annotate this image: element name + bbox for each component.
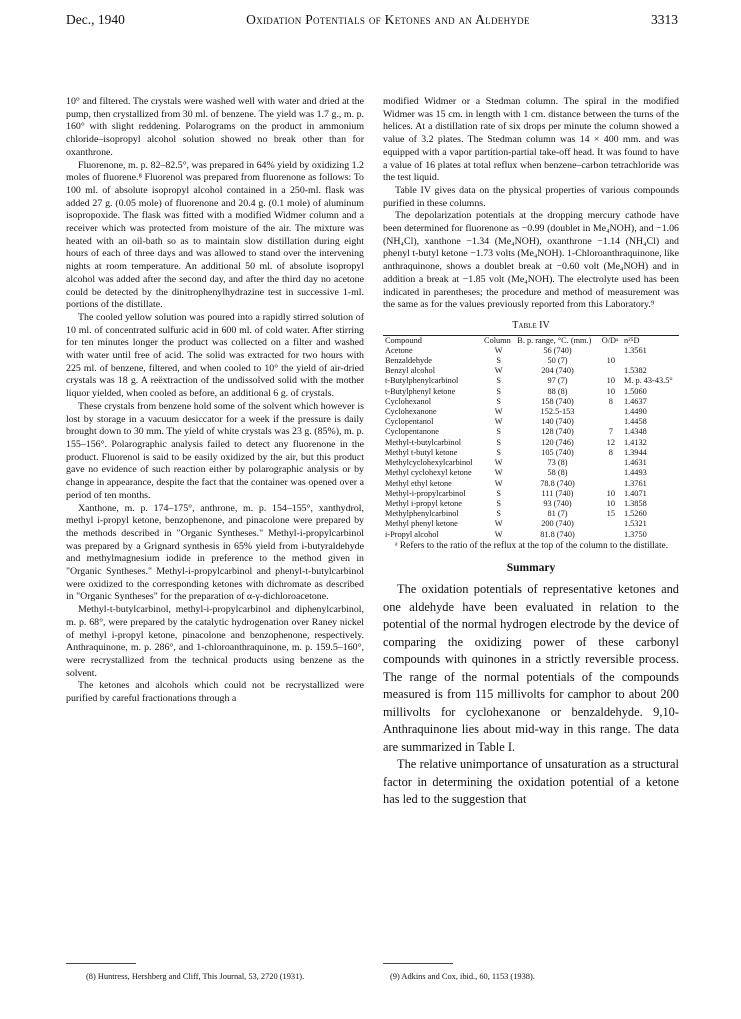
table-row [383, 356, 679, 366]
table-cell-bp: 200 (740) [541, 519, 574, 529]
header-title: Oxidation Potentials of Ketones and an Aldehyde [246, 12, 530, 27]
table-cell-bp: 105 (740) [541, 447, 574, 457]
paragraph: Table IV gives data on the physical properties of various compounds purified in these columns. [383, 184, 679, 209]
table-row [383, 438, 679, 448]
table-cell-compound: Methyl-i-propylcarbinol [385, 488, 466, 498]
table-cell-column: W [494, 529, 503, 539]
table-row [383, 479, 679, 489]
summary-section [383, 581, 679, 809]
table-cell-od: 15 [606, 509, 615, 519]
table-cell-od [600, 519, 622, 529]
table-row [383, 417, 679, 427]
table-cell-bp: 88 (8) [547, 386, 568, 396]
table-cell-compound: Methylphenylcarbinol [385, 509, 459, 519]
table-cell-column: W [494, 468, 503, 478]
table-body [383, 346, 679, 540]
table-cell-column: W [494, 458, 503, 468]
footnote-rule [383, 963, 453, 964]
table-cell-bp: 140 (740) [541, 417, 574, 427]
col-header-od: O/Dᵃ [600, 335, 622, 346]
table-cell-compound: Cyclohexanone [385, 407, 437, 417]
table-cell-column: W [494, 417, 503, 427]
table-cell-column: W [494, 407, 503, 417]
table-cell-nd: 1.5321 [623, 519, 647, 529]
table-cell-bp: 152.5-153 [540, 407, 575, 417]
table-cell-bp: 111 (740) [541, 488, 574, 498]
table-cell-compound: Benzyl alcohol [385, 366, 435, 376]
table-cell-bp: 56 (740) [543, 345, 572, 355]
table-cell-column: S [496, 376, 501, 386]
footnote-9: (9) Adkins and Cox, ibid., 60, 1153 (1938). [390, 972, 535, 981]
table-cell-column: W [494, 345, 503, 355]
table-cell-column: S [496, 396, 501, 406]
table-cell-bp: 93 (740) [543, 498, 572, 508]
summary-paragraph: The oxidation potentials of representative ketones and one aldehyde have been evaluated in relation to the potential of the normal hydrogen electrode by the device of comparing the oxidizing power of these carbonyl compounds with quinones in a strictly reversible process. The range of the normal potentials of the compounds measured is from 115 millivolts for camphor to about 200 millivolts for cyclohexanone or benzaldehyde. 9,10-Anthraquinone lies about mid-way in this range. The data are summarized in Table I. [383, 582, 679, 754]
table-row [383, 468, 679, 478]
table-cell-column: S [496, 356, 501, 366]
paragraph: modified Widmer or a Stedman column. The spiral in the modified Widmer was 15 cm. in length with 1 cm. distance between the turns of the helices. At a distillation rate of six drops per minute the column showed a value of 3.2 plates. The Stedman column was 14 × 400 mm. and was equipped with a vapor partition-partial take-off head. It was found to have a value of 16 plates at total reflux when benzene–carbon tetrachloride was the test liquid. [383, 96, 679, 184]
table-cell-bp: 78.8 (740) [540, 478, 575, 488]
summary-paragraph: The relative unimportance of unsaturation as a structural factor in determining the oxidation potential of a ketone has led to the suggestion that [383, 757, 679, 807]
paragraph: 10° and filtered. The crystals were washed well with water and dried at the pump, then crystallized from 30 ml. of benzene. The yield was 1.7 g., m. p. 160° with slight reddening. Polarograms on the product in ammonium chloride–isopropyl alcohol solution showed no break other than for oxanthrone. [66, 96, 364, 158]
table-row [383, 499, 679, 509]
table-cell-compound: Benzaldehyde [385, 356, 432, 366]
table-cell-nd: 1.5060 [623, 386, 647, 396]
table-cell-nd: 1.5382 [623, 366, 647, 376]
table-cell-column: W [494, 366, 503, 376]
table-cell-compound: Methyl-t-butylcarbinol [385, 437, 462, 447]
table-cell-compound: Methylcyclohexylcarbinol [385, 458, 473, 468]
table-cell-compound: Acetone [385, 345, 413, 355]
table-cell-compound: Methyl t-butyl ketone [385, 447, 458, 457]
col-header-nd: n²⁵D [622, 335, 679, 346]
table-cell-compound: Methyl phenyl ketone [385, 519, 458, 529]
table-cell-od [600, 530, 622, 540]
table-cell-od: 10 [606, 498, 615, 508]
table-cell-compound: i-Propyl alcohol [385, 529, 439, 539]
table-cell-od [600, 346, 622, 356]
paragraph: The ketones and alcohols which could not be recrystallized were purified by careful fractionations through a [66, 680, 364, 705]
table-cell-compound: Methyl i-propyl ketone [385, 498, 462, 508]
table-row [383, 427, 679, 437]
table-cell-od: 7 [608, 427, 613, 437]
table-cell-bp: 73 (8) [547, 458, 568, 468]
table-cell-nd: 1.3750 [623, 529, 647, 539]
table-row [383, 376, 679, 386]
table-cell-compound: Methyl ethyl ketone [385, 478, 452, 488]
table-cell-compound: Cyclopentanol [385, 417, 434, 427]
table-cell-bp: 120 (746) [541, 437, 574, 447]
table-row [383, 509, 679, 519]
summary-heading: Summary [506, 562, 556, 575]
table-row [383, 458, 679, 468]
table-cell-od [600, 366, 622, 376]
table-cell-nd: 1.4348 [623, 427, 647, 437]
table-cell-compound: Methyl cyclohexyl ketone [385, 468, 472, 478]
header-date: Dec., 1940 [66, 12, 125, 27]
table-cell-nd: 1.4490 [623, 407, 647, 417]
paragraph: Fluorenone, m. p. 82–82.5°, was prepared in 64% yield by oxidizing 1.2 moles of fluorene.⁸ Fluorenol was prepared from fluorenone as follows: To 100 ml. of absolute isopropyl alcohol contained in a 250-ml. flask was added 27 g. (0.05 mole) of fluorenone and 20.4 g. (0.1 mole) of aluminum isopropoxide. The flask was fitted with a modified Widmer column and a receiver which was protected from moisture of the air. The mixture was heated with an oil-bath so as to maintain slow distillation during eight hours of each of three days and was allowed to stand over the intervening nights at room temperature. An additional 50 ml. of absolute isopropyl alcohol was added after the second day, and after the third day no acetone could be detected by the dinitrophenylhydrazine test in successive 1-ml. portions of the distillate. [66, 159, 364, 311]
table-cell-nd: 1.4132 [623, 437, 647, 447]
table-cell-od [600, 479, 622, 489]
table-cell-nd: 1.4637 [623, 396, 647, 406]
table-cell-nd: 1.3561 [623, 345, 647, 355]
table-cell-od: 10 [606, 386, 615, 396]
table-cell-nd [622, 356, 679, 366]
table-cell-compound: t-Butylphenyl ketone [385, 386, 456, 396]
table-cell-nd: 1.4493 [623, 468, 647, 478]
table-row [383, 530, 679, 540]
table-footnote: ᵃ Refers to the ratio of the reflux at the top of the column to the distillate. [395, 540, 669, 551]
table-cell-nd: 1.3944 [623, 447, 647, 457]
table-cell-compound: Cyclohexanol [385, 396, 432, 406]
table-cell-od: 8 [608, 447, 613, 457]
table-cell-bp: 81 (7) [547, 509, 568, 519]
table-cell-compound: t-Butylphenylcarbinol [385, 376, 459, 386]
running-header [66, 8, 678, 32]
table-cell-od [600, 458, 622, 468]
table-cell-nd: 1.4631 [623, 458, 647, 468]
table-cell-nd: M. p. 43-43.5° [623, 376, 673, 386]
table-cell-compound: Cyclopentanone [385, 427, 439, 437]
paragraph: Methyl-t-butylcarbinol, methyl-i-propylcarbinol and diphenylcarbinol, m. p. 68°, were prepared by the catalytic hydrogenation over Raney nickel of methyl i-propyl ketone, pinacolone and benzophenone, respectively. Anthraquinone, m. p. 286°, and 1-chloroanthraquinone, m. p. 159.5–160°, were recrystallized from the technical products using benzene as the solvent. [66, 604, 364, 679]
table-cell-od: 12 [606, 437, 615, 447]
table-cell-od: 10 [606, 488, 615, 498]
table-cell-column: S [496, 427, 501, 437]
table-cell-od: 10 [606, 376, 615, 386]
table-row [383, 489, 679, 499]
col-header-compound: Compound [383, 335, 482, 346]
table-cell-column: S [496, 509, 501, 519]
footnote-8: (8) Huntress, Hershberg and Cliff, This Journal, 53, 2720 (1931). [86, 972, 305, 981]
page-number: 3313 [651, 12, 678, 27]
table-cell-column: S [496, 447, 501, 457]
paragraph: Xanthone, m. p. 174–175°, anthrone, m. p. 154–155°, xanthydrol, methyl i-propyl ketone, benzophenone, and pinacolone were prepared by the methods described in "Organic Syntheses." Methyl-i-propylcarbinol was prepared by a Grignard synthesis in 65% yield from i-butyraldehyde and methylmagnesium iodide in preference to the method given in "Organic Syntheses." Methyl-i-propylcarbinol and phenyl-t-butylcarbinol were oxidized to the corresponding ketones with dichromate as described in "Organic Syntheses" for the preparation of α-γ-dichloroacetone. [66, 502, 364, 603]
table-cell-nd: 1.4458 [623, 417, 647, 427]
table-cell-nd: 1.4071 [623, 488, 647, 498]
footnote-rule [66, 963, 136, 964]
table-cell-nd: 1.3858 [623, 498, 647, 508]
paragraph: These crystals from benzene hold some of the solvent which however is lost by storage in a vacuum desiccator for a week if the pressure is daily brought down to 30 mm. The yield of white crystals was 23 g. (85%), m. p. 155–156°. Polarographic analysis failed to detect any fluorenone in the product. Fluorenol is said to be easily oxidized by the air, but this product gave no evidence of such reaction either by polarographic analysis or by change in appearance, despite the fact that the container was opened over a period of ten months. [66, 400, 364, 501]
table-cell-column: S [496, 386, 501, 396]
table-cell-bp: 97 (7) [547, 376, 568, 386]
table-row [383, 366, 679, 376]
table-cell-column: S [496, 498, 501, 508]
table-cell-column: W [494, 478, 503, 488]
table-row [383, 407, 679, 417]
table-row [383, 448, 679, 458]
table-cell-od [600, 468, 622, 478]
table-cell-bp: 204 (740) [541, 366, 574, 376]
table-cell-bp: 128 (740) [541, 427, 574, 437]
table-cell-bp: 81.8 (740) [540, 529, 575, 539]
table-row [383, 519, 679, 529]
table-title: Table IV [512, 319, 550, 331]
table-cell-od [600, 417, 622, 427]
table-cell-od [600, 407, 622, 417]
paragraph: The cooled yellow solution was poured into a rapidly stirred solution of 10 ml. of concentrated sulfuric acid in 600 ml. of cold water. After stirring for ten minutes longer the product was collected on a filter and washed with water until free of acid. The solid was extracted for two hours with 225 ml. of benzene, filtered, and when cooled to 10° the yield of air-dried crystals was 18 g. A reëxtraction of the undissolved solid with the mother liquor yielded, when cooled as before, an additional 6 g. of crystals. [66, 311, 364, 400]
table-cell-bp: 58 (8) [547, 468, 568, 478]
table-row [383, 387, 679, 397]
paragraph: The depolarization potentials at the dropping mercury cathode have been determined for fluorenone as −0.99 (doublet in Me₄NOH), and −1.06 (NH₄Cl), xanthone −1.34 (Me₄NOH), oxanthrone −1.14 (NH₄Cl) and phenyl t-butyl ketone −1.73 volts (Me₄NOH). 1-Chloroanthraquinone, like anthraquinone, shows a doublet break at −0.60 volt (Me₄NOH) and in addition a break at −1.85 volt (Me₄NOH). The electrolyte used has been indicated in parentheses; the procedure and method of measurement was the same as for the values previously reported from this Laboratory.⁹ [383, 210, 679, 311]
table-cell-bp: 158 (740) [541, 396, 574, 406]
left-column [66, 96, 364, 706]
table-cell-od: 8 [608, 396, 613, 406]
table-cell-nd: 1.3761 [623, 478, 647, 488]
table-cell-nd: 1.5260 [623, 509, 647, 519]
col-header-bp: B. p. range, °C. (mm.) [515, 335, 599, 346]
table-row [383, 397, 679, 407]
table-cell-bp: 50 (7) [547, 356, 568, 366]
table-cell-column: W [494, 519, 503, 529]
table-cell-column: S [496, 437, 501, 447]
col-header-column: Column [482, 335, 515, 346]
right-column [383, 96, 679, 809]
table-cell-od: 10 [606, 356, 615, 366]
table-cell-column: S [496, 488, 501, 498]
table-row [383, 346, 679, 356]
properties-table [383, 335, 679, 540]
